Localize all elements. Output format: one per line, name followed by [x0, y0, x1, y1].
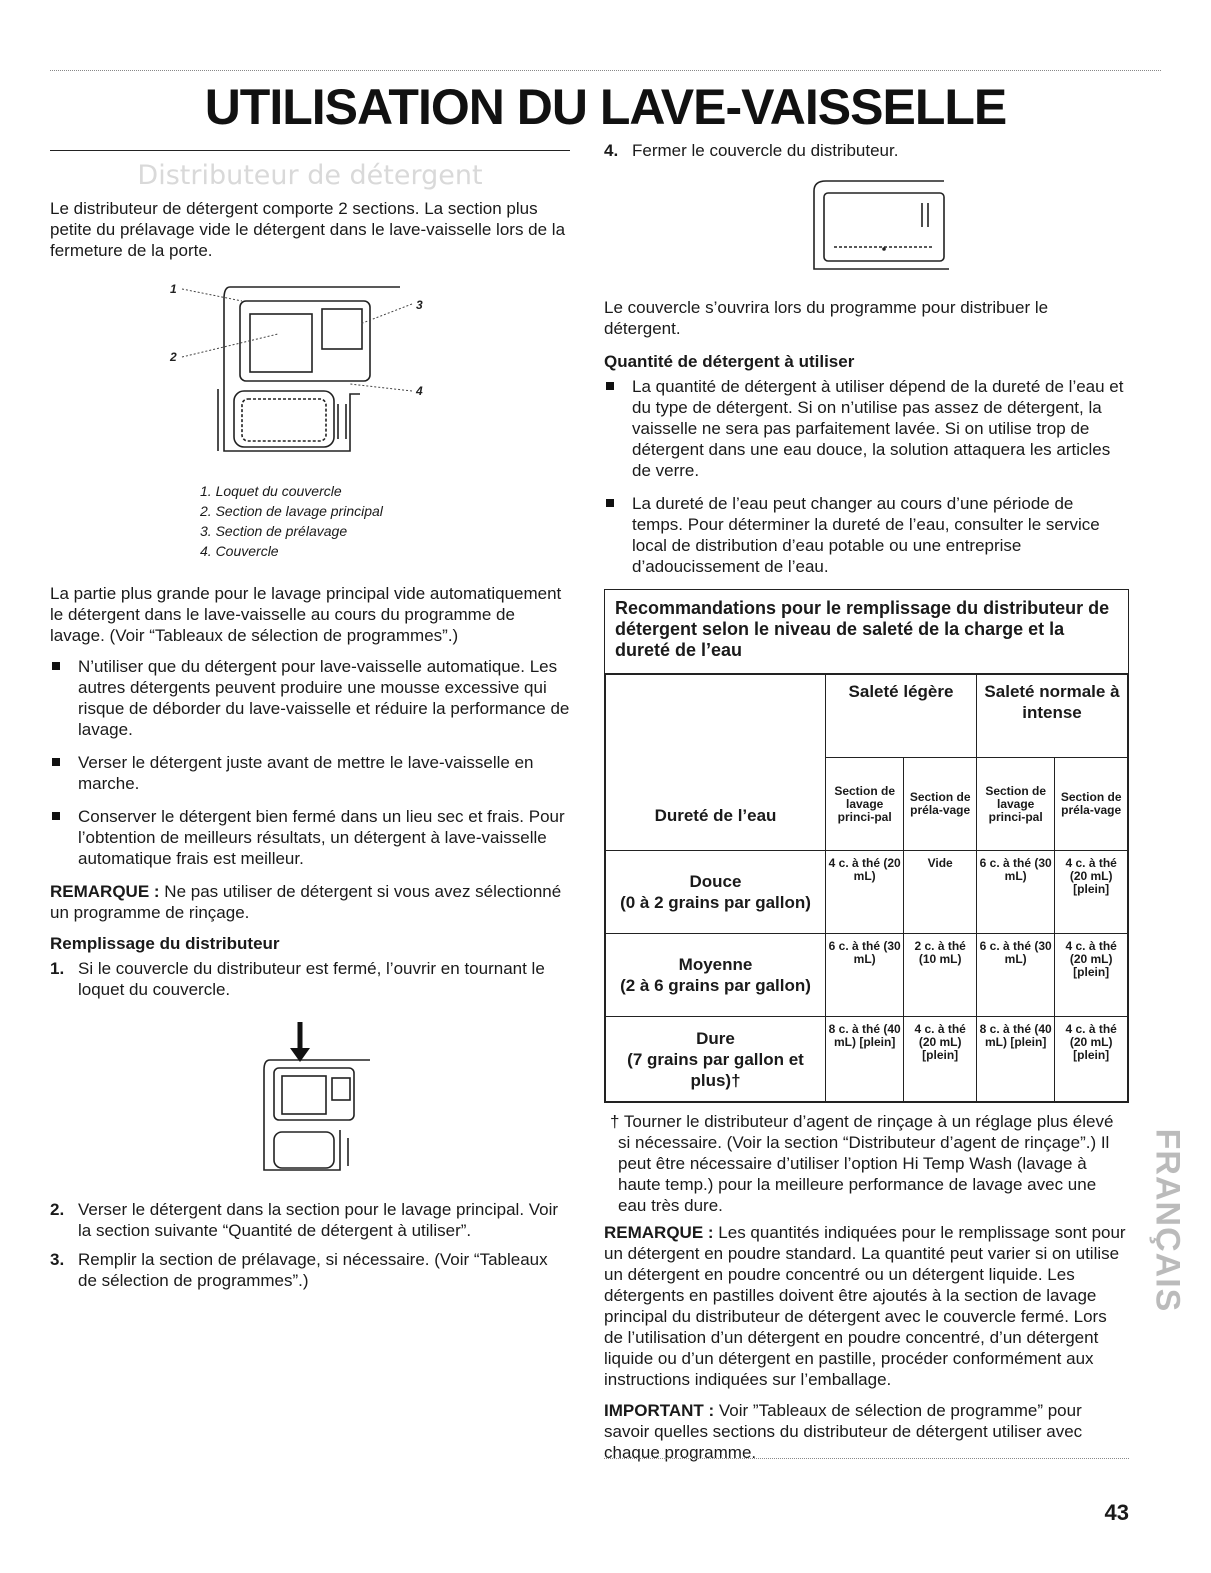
row-label: [606, 1017, 826, 1102]
step-item: [50, 1249, 570, 1291]
remark-label: REMARQUE :: [604, 1223, 714, 1242]
open-latch-diagram: [230, 1020, 390, 1185]
row-label: [606, 934, 826, 1017]
bullet-item: La dureté de l’eau peut changer au cours d’une période de temps. Pour déterminer la dureté de l’eau, consulter le service local de distribution d’eau potable ou une entreprise d’adoucissement de l’eau.: [604, 493, 1129, 577]
bullet-item: La quantité de détergent à utiliser dépend de la dureté de l’eau et du type de détergent. Si on n’utilise pas assez de détergent, la vaisselle ne sera pas parfaitement lavée. Si on utilise trop de détergent dans une eau douce, la solution attaquera les articles de verre.: [604, 376, 1129, 481]
detergent-table: [605, 674, 1128, 1102]
page-title: UTILISATION DU LAVE-VAISSELLE: [204, 79, 1007, 135]
main-wash-subheader: Section de lavage princi-pal: [976, 758, 1054, 851]
figure-captions: [200, 481, 570, 561]
table-cell: 4 c. à thé (20 mL) [plein]: [904, 1017, 977, 1102]
row-label: [606, 851, 826, 934]
remark-paragraph: [604, 1222, 1129, 1390]
row-label-main: Dure: [696, 1028, 735, 1048]
caption-item: 2. Section de lavage principal: [200, 503, 383, 519]
bottom-dotted-rule: [604, 1458, 1129, 1459]
subheading-filling: Remplissage du distributeur: [50, 934, 280, 953]
main-wash-paragraph: La partie plus grande pour le lavage principal vide automatiquement le détergent dans le lave-vaisselle au cours du programme de lavage. (Voir “Tableaux de sélection de programmes”.): [50, 584, 562, 645]
table-cell: 2 c. à thé (10 mL): [904, 934, 977, 1017]
important-label: IMPORTANT :: [604, 1401, 715, 1420]
row-label-main: Moyenne: [678, 955, 753, 974]
step-number: 3.: [50, 1250, 65, 1269]
cover-opens-paragraph: Le couvercle s’ouvrira lors du programme pour distribuer le détergent.: [604, 298, 1049, 338]
row-label-main: Douce: [689, 872, 742, 891]
bullet-item: Conserver le détergent bien fermé dans un lieu sec et frais. Pour l’obtention de meilleurs résultats, un détergent à lave-vaisselle automatique frais est meilleur.: [50, 806, 570, 869]
table-row: [606, 851, 1128, 934]
prewash-subheader: Section de préla-vage: [1055, 758, 1128, 851]
step-text: Remplir la section de prélavage, si nécessaire. (Voir “Tableaux de sélection de programmes”.): [78, 1250, 548, 1290]
remark-text: Les quantités indiquées pour le remplissage sont pour un détergent en poudre standard. La quantité peut varier si on utilise un détergent en poudre concentré ou un détergent liquide. Les détergents en pastilles doivent être ajoutés à la section de lavage principal du distributeur de détergent avec le couvercle fermé. Lors de l’utilisation d’un détergent en poudre concentré, d’un détergent liquide ou d’un détergent en pastille, procéder conformément aux instructions indiquées sur l’emballage.: [604, 1223, 1126, 1389]
step-number: 1.: [50, 959, 65, 978]
important-paragraph: [604, 1400, 1129, 1463]
step-text: Fermer le couvercle du distributeur.: [632, 141, 899, 160]
hardness-header: Dureté de l’eau: [606, 675, 826, 851]
bullet-item: Verser le détergent juste avant de mettre le lave-vaisselle en marche.: [50, 752, 570, 794]
table-cell: 4 c. à thé (20 mL): [826, 851, 904, 934]
caption-item: 4. Couvercle: [200, 543, 279, 559]
section-heading: Distributeur de détergent: [137, 160, 483, 191]
callout-2: 2: [170, 350, 177, 364]
page-number: 43: [1104, 1500, 1129, 1525]
table-cell: 4 c. à thé (20 mL) [plein]: [1055, 1017, 1128, 1102]
callout-4: 4: [416, 384, 423, 398]
callout-1: 1: [170, 282, 177, 296]
table-cell: 6 c. à thé (30 mL): [976, 851, 1054, 934]
step-text: Si le couvercle du distributeur est fermé, l’ouvrir en tournant le loquet du couvercle.: [78, 959, 545, 999]
light-soil-header: Saleté légère: [826, 675, 977, 758]
right-column: [604, 140, 1129, 1473]
table-cell: 4 c. à thé (20 mL) [plein]: [1055, 851, 1128, 934]
recommendations-title: Recommandations pour le remplissage du distributeur de détergent selon le niveau de saleté de la charge et la dureté de l’eau: [605, 590, 1128, 674]
table-cell: 8 c. à thé (40 mL) [plein]: [976, 1017, 1054, 1102]
closed-cover-diagram: [794, 169, 964, 289]
remark-paragraph: [50, 881, 570, 923]
step-item: [50, 1199, 570, 1241]
step-number: 4.: [604, 141, 619, 160]
language-side-tab: [1148, 1085, 1187, 1355]
table-cell: 6 c. à thé (30 mL): [826, 934, 904, 1017]
row-label-sub: (7 grains par gallon et plus)†: [627, 1049, 804, 1090]
footnote: † Tourner le distributeur d’agent de rinçage à un réglage plus élevé si nécessaire. (Voir la section “Distributeur d’agent de rinçage”.) Il peut être nécessaire d’utiliser l’option Hi Temp Wash (lavage à haute temp.) pour la meilleure performance de lavage avec une eau très dure.: [610, 1112, 1114, 1215]
important-text: Voir ”Tableaux de sélection de programme” pour savoir quelles sections du distributeur de détergent utiliser avec chaque programme.: [604, 1401, 1083, 1462]
row-label-sub: (2 à 6 grains par gallon): [620, 976, 811, 995]
remark-text: Ne pas utiliser de détergent si vous avez sélectionné un programme de rinçage.: [50, 882, 562, 922]
intro-paragraph: Le distributeur de détergent comporte 2 sections. La section plus petite du prélavage vide le détergent dans le lave-vaisselle lors de la fermeture de la porte.: [50, 199, 566, 260]
subheading-quantity: Quantité de détergent à utiliser: [604, 352, 855, 371]
table-row: [606, 934, 1128, 1017]
callout-3: 3: [416, 298, 423, 312]
dispenser-diagram: [160, 279, 460, 469]
main-wash-subheader: Section de lavage princi-pal: [826, 758, 904, 851]
top-dotted-rule: [50, 70, 1161, 71]
prewash-subheader: Section de préla-vage: [904, 758, 977, 851]
recommendations-box: [604, 589, 1129, 1103]
bullet-item: N’utiliser que du détergent pour lave-vaisselle automatique. Les autres détergents peuvent produire une mousse excessive qui risque de déborder du lave-vaisselle et réduire la performance de lavage.: [50, 656, 570, 740]
table-cell: Vide: [904, 851, 977, 934]
side-tab-label: FRANÇAIS: [1148, 1128, 1187, 1312]
section-rule: [50, 150, 570, 151]
table-row: [606, 1017, 1128, 1102]
caption-item: 1. Loquet du couvercle: [200, 483, 342, 499]
heavy-soil-header: Saleté normale à intense: [976, 675, 1127, 758]
caption-item: 3. Section de prélavage: [200, 523, 348, 539]
remark-label: REMARQUE :: [50, 882, 160, 901]
table-cell: 4 c. à thé (20 mL) [plein]: [1055, 934, 1128, 1017]
step-number: 2.: [50, 1200, 65, 1219]
step-item: [50, 958, 570, 1000]
left-column: [50, 140, 570, 1299]
step-item: [604, 140, 1129, 161]
row-label-sub: (0 à 2 grains par gallon): [620, 893, 811, 912]
step-text: Verser le détergent dans la section pour le lavage principal. Voir la section suivante “Quantité de détergent à utiliser”.: [78, 1200, 559, 1240]
table-cell: 8 c. à thé (40 mL) [plein]: [826, 1017, 904, 1102]
table-cell: 6 c. à thé (30 mL): [976, 934, 1054, 1017]
